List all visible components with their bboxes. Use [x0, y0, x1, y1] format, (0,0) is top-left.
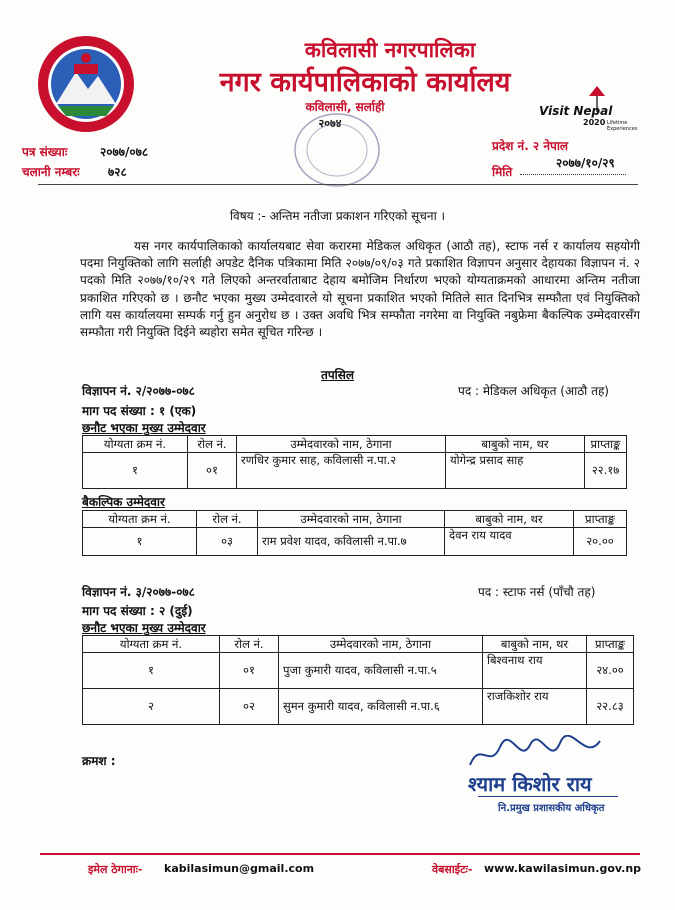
miti-dots — [520, 174, 626, 175]
col-name: उम्मेदवारको नाम, ठेगाना — [279, 636, 483, 653]
ad2-post: पद : स्टाफ नर्स (पाँचौ तह) — [478, 585, 596, 599]
cell-name: रणधिर कुमार साह, कविलासी न.पा.२ — [237, 453, 446, 489]
office-address: कविलासी, सर्लाही — [305, 100, 385, 114]
cell-roll: ०२ — [220, 689, 279, 725]
ad1-number: विज्ञापन नं. २/२०७७-०७८ — [82, 384, 195, 398]
signature-name: श्याम किशोर राय — [468, 772, 592, 796]
visit-nepal-sub: Lifetime Experiences — [607, 120, 638, 132]
cell-rank: २ — [83, 689, 220, 725]
cell-roll: ०१ — [220, 653, 279, 689]
cell-rank: १ — [83, 528, 197, 556]
cell-rank: १ — [83, 653, 220, 689]
col-father: बाबुको नाम, थर — [483, 636, 587, 653]
office-name: कविलासी नगरपालिका — [304, 38, 476, 62]
cell-score: २२.८३ — [587, 689, 634, 725]
table-row — [83, 689, 634, 725]
visit-nepal-logo — [535, 82, 645, 132]
cell-name: राम प्रवेश यादव, कविलासी न.पा.७ — [258, 528, 445, 556]
visit-nepal-year: 2020 — [583, 118, 606, 127]
footer-rule — [40, 853, 640, 855]
office-stamp — [292, 110, 382, 190]
ad1-main-label: छनौट भएका मुख्य उम्मेदवार — [82, 421, 206, 435]
table-row — [83, 453, 627, 489]
ad2-main-label: छनौट भएका मुख्य उम्मेदवार — [82, 621, 206, 635]
patra-sankhya-value: २०७७/०७८ — [100, 145, 149, 159]
table-header-row — [83, 436, 627, 453]
tapasil-heading: तपसिल — [320, 368, 354, 382]
cell-father: योगेन्द्र प्रसाद साह — [446, 453, 585, 489]
miti-value: २०७७/१०/२९ — [556, 156, 615, 170]
email-label: इमेल ठेगानाः- — [88, 863, 143, 876]
table-header-row — [83, 511, 627, 528]
kramasha: क्रमश : — [82, 754, 116, 768]
cell-father: देवन राय यादव — [445, 528, 574, 556]
website-label: वेबसाईटः- — [432, 863, 473, 876]
col-rank: योग्यता क्रम नं. — [83, 636, 220, 653]
col-score: प्राप्ताङ्क — [587, 636, 634, 653]
col-roll: रोल नं. — [220, 636, 279, 653]
province-label: प्रदेश नं. २ नेपाल — [492, 139, 569, 153]
website-value: www.kawilasimun.gov.np — [484, 862, 642, 875]
ad2-main-table — [82, 635, 634, 725]
col-score: प्राप्ताङ्क — [585, 436, 627, 453]
ad1-post: पद : मेडिकल अधिकृत (आठौ तह) — [458, 384, 609, 398]
col-roll: रोल नं. — [197, 511, 258, 528]
cell-roll: ०१ — [188, 453, 237, 489]
cell-father: राजकिशोर राय — [483, 689, 587, 725]
col-roll: रोल नं. — [188, 436, 237, 453]
signature-designation: नि.प्रमुख प्रशासकीय अधिकृत — [498, 803, 605, 814]
cell-rank: १ — [83, 453, 188, 489]
table-row — [83, 653, 634, 689]
signature-scribble — [460, 735, 620, 775]
office-year: २०७४ — [318, 117, 342, 130]
col-father: बाबुको नाम, थर — [445, 511, 574, 528]
subject-line: विषय :- अन्तिम नतीजा प्रकाशन गरिएको सूचना । — [229, 209, 446, 223]
ad2-demand: माग पद संख्या : २ (दुई) — [82, 604, 193, 618]
col-father: बाबुको नाम, थर — [446, 436, 585, 453]
ad1-demand: माग पद संख्या : १ (एक) — [82, 404, 197, 418]
col-rank: योग्यता क्रम नं. — [83, 436, 188, 453]
ad1-alt-table — [82, 510, 627, 556]
cell-score: २०.०० — [574, 528, 627, 556]
cell-father: बिश्वनाथ राय — [483, 653, 587, 689]
col-score: प्राप्ताङ्क — [574, 511, 627, 528]
ad2-number: विज्ञापन नं. ३/२०७७-०७८ — [82, 585, 195, 599]
col-rank: योग्यता क्रम नं. — [83, 511, 197, 528]
office-title: नगर कार्यपालिकाको कार्यालय — [219, 67, 511, 98]
col-name: उम्मेदवारको नाम, ठेगाना — [258, 511, 445, 528]
notice-body: यस नगर कार्यपालिकाको कार्यालयबाट सेवा करारमा मेडिकल अधिकृत (आठौ तह), स्टाफ नर्स र कार्यालय सहयोगी पदमा नियुक्तिको लागि सर्लाही अपडेट दैनिक पत्रिकामा मिति २०७७/०९/०३ गते प्रकाशित विज्ञापन अनुसार देहायका विज्ञापन नं. २ पदको मिति २०७७/१०/२९ गते लिएको अन्तरर्वाताबाट देहाय बमोजिम निर्धारण भएको योग्यताक्रमको आधारमा अन्तिम नतीजा प्रकाशित गरिएको छ । छनौट भएका मुख्य उम्मेदवारले यो सूचना प्रकाशित भएको मितिले सात दिनभित्र सम्फौता एवं नियुक्तिको लागि यस कार्यालयमा सम्पर्क गर्नु हुन अनुरोध छ । उक्त अवधि भित्र सम्फौता नगरेमा वा नियुक्ति नबुफ्रेमा बैकल्पिक उम्मेदवारसँग सम्फौता गरी नियुक्ति दिईने ब्यहोरा समेत सूचित गरिन्छ । — [80, 239, 640, 340]
patra-sankhya-label: पत्र संख्याः — [22, 145, 68, 159]
cell-score: २४.०० — [587, 653, 634, 689]
cell-roll: ०३ — [197, 528, 258, 556]
email-value: kabilasimun@gmail.com — [164, 862, 315, 875]
visit-nepal-text: Visit Nepal — [539, 104, 613, 118]
col-name: उम्मेदवारको नाम, ठेगाना — [237, 436, 446, 453]
table-header-row — [83, 636, 634, 653]
miti-label: मिति — [492, 165, 513, 179]
chalani-value: ७२८ — [108, 165, 127, 179]
chalani-label: चलानी नम्बरः — [22, 165, 80, 179]
ad1-main-table — [82, 435, 627, 489]
header-rule — [38, 184, 638, 185]
ad1-alt-label: बैकल्पिक उम्मेदवार — [82, 495, 165, 509]
cell-name: सुमन कुमारी यादव, कविलासी न.पा.६ — [279, 689, 483, 725]
municipality-emblem — [36, 34, 136, 134]
cell-score: २२.१७ — [585, 453, 627, 489]
signature-rule — [478, 796, 618, 797]
table-row — [83, 528, 627, 556]
cell-name: पुजा कुमारी यादव, कविलासी न.पा.५ — [279, 653, 483, 689]
